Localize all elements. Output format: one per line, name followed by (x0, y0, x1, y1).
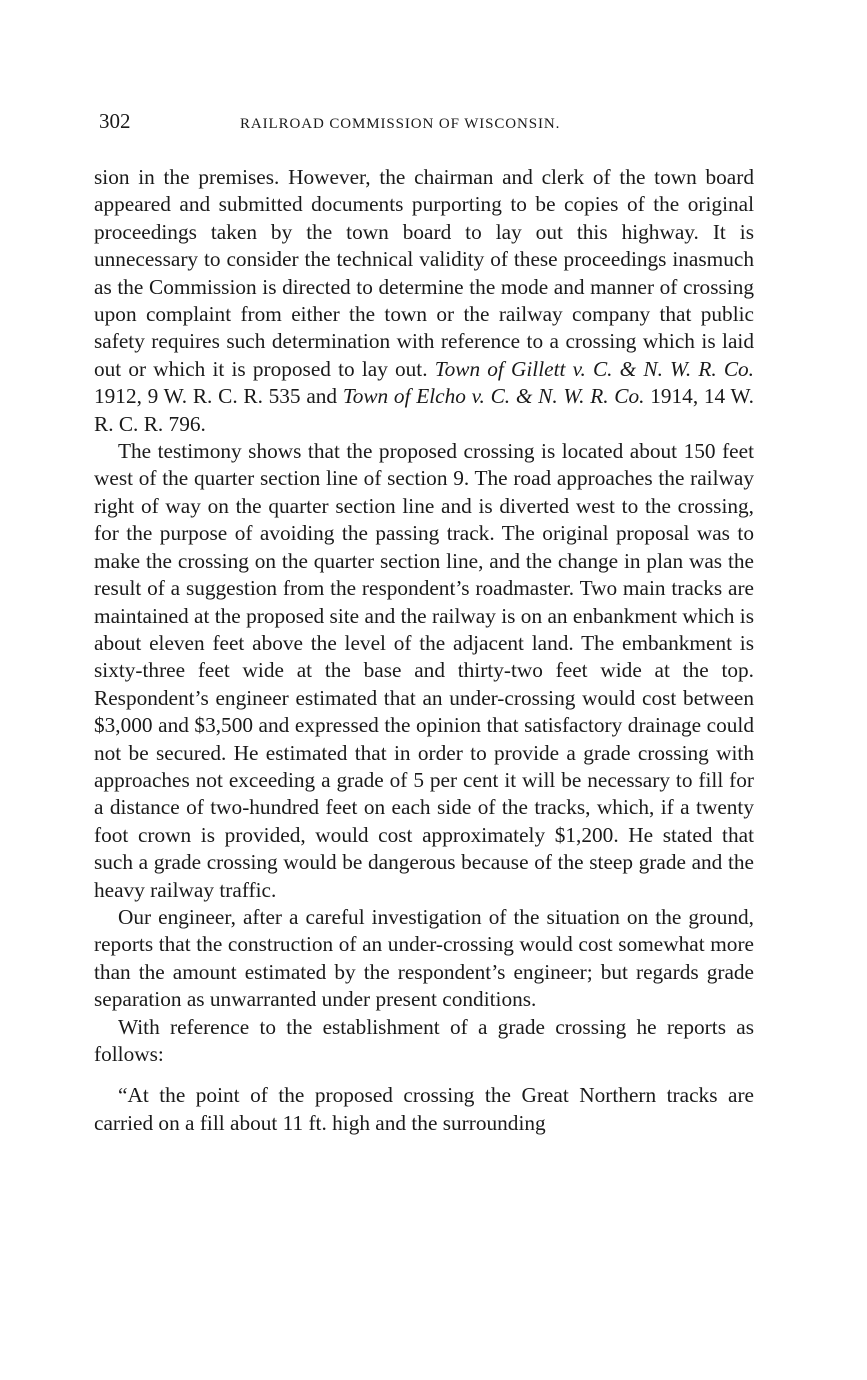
body-text (94, 164, 754, 1137)
paragraph-3: Our engineer, after a careful investigation of the situation on the ground, reports that the construction of an under-crossing would cost somewhat more than the amount estimated by the respondent’s engineer; but regards grade separation as unwarranted under present conditions. (94, 904, 754, 1012)
paragraph-1 (94, 164, 754, 438)
citation-1-case: Town of Gillett v. C. & N. W. R. Co. (434, 356, 754, 381)
citation-1-ref: 1912, 9 W. R. C. R. 535 and (94, 384, 338, 409)
paragraph-1-text: sion in the premises. However, the chairman and clerk of the town board appeared and submitted documents purporting to be copies of the original proceedings taken by the town board to lay out this highway. It is unnecessary to consider the technical validity of these proceedings inasmuch as the Commission is directed to determine the mode and manner of crossing upon complaint from either the town or the railway company that public safety requires such determination with reference to a crossing which is laid out or which it is proposed to lay out. (94, 165, 754, 381)
paragraph-4: With reference to the establishment of a grade crossing he reports as follows: (94, 1014, 754, 1066)
page-number: 302 (99, 109, 131, 133)
paragraph-2: The testimony shows that the proposed crossing is located about 150 feet west of the quarter section line of section 9. The road approaches the railway right of way on the quarter section line and is diverted west to the crossing, for the purpose of avoiding the passing track. The original proposal was to make the crossing on the quarter section line, and the change in plan was the result of a suggestion from the respondent’s roadmaster. Two main tracks are maintained at the proposed site and the railway is on an enbankment which is about eleven feet above the level of the adjacent land. The embankment is sixty-three feet wide at the base and thirty-two feet wide at the top. Respondent’s engineer estimated that an under-crossing would cost between $3,000 and $3,500 and expressed the opinion that satisfactory drainage could not be secured. He estimated that in order to provide a grade crossing with approaches not exceeding a grade of 5 per cent it will be necessary to fill for a distance of two-hundred feet on each side of the tracks, which, if a twenty foot crown is provided, would cost approximately $1,200. He stated that such a grade crossing would be dangerous because of the steep grade and the heavy railway traffic. (94, 439, 754, 902)
quoted-report: “At the point of the proposed crossing the Great Northern tracks are carried on a fill about 11 ft. high and the surrounding (94, 1083, 754, 1135)
citation-2-case: Town of Elcho v. C. & N. W. R. Co. (342, 384, 645, 409)
running-head: RAILROAD COMMISSION OF WISCONSIN. (240, 116, 561, 132)
citation-2-ref: 1914, 14 W. R. C. R. 796. (94, 384, 755, 436)
